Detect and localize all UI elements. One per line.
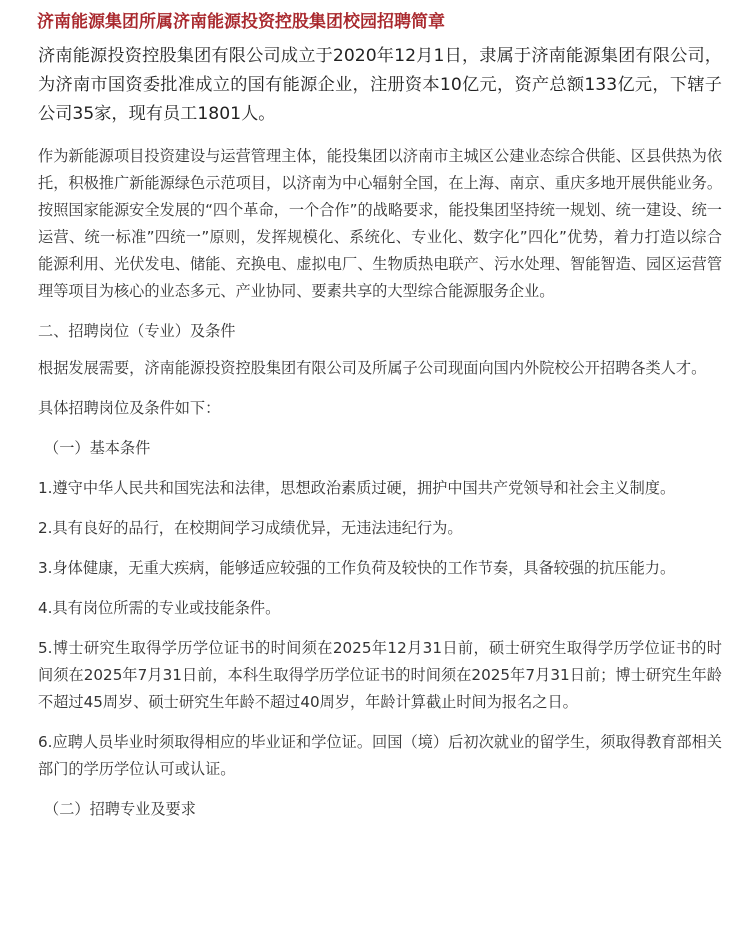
condition-item: 1.遵守中华人民共和国宪法和法律，思想政治素质过硬，拥护中国共产党领导和社会主义制度。	[38, 479, 676, 497]
condition-item: 5.博士研究生取得学历学位证书的时间须在2025年12月31日前，硕士研究生取得学历学位证书的时间须在2025年7月31日前，本科生取得学历学位证书的时间须在2025年7月31日前；博士研究生年龄不超过45周岁、硕士研究生年龄不超过40周岁，年龄计算截止时间为报名之日。	[38, 639, 722, 711]
section-heading-recruitment: 二、招聘岗位（专业）及条件	[38, 322, 236, 340]
condition-item: 4.具有岗位所需的专业或技能条件。	[38, 599, 281, 617]
company-overview-paragraph: 作为新能源项目投资建设与运营管理主体，能投集团以济南市主城区公建业态综合供能、区县供热为依托，积极推广新能源绿色示范项目，以济南为中心辐射全国，在上海、南京、重庆多地开展供能业务。按照国家能源安全发展的“四个革命，一个合作”的战略要求，能投集团坚持统一规划、统一建设、统一运营、统一标准”四统一”原则，发挥规模化、系统化、专业化、数字化”四化”优势，着力打造以综合能源利用、光伏发电、储能、充换电、虚拟电厂、生物质热电联产、污水处理、智能智造、园区运营管理等项目为核心的业态多元、产业协同、要素共享的大型综合能源服务企业。	[38, 147, 722, 300]
intro-paragraph: 济南能源投资控股集团有限公司成立于2020年12月1日，隶属于济南能源集团有限公司，为济南市国资委批准成立的国有能源企业，注册资本10亿元，资产总额133亿元，下辖子公司35家，现有员工1801人。	[38, 46, 722, 124]
subheading-majors-requirements: （二）招聘专业及要求	[44, 800, 196, 818]
condition-item: 2.具有良好的品行，在校期间学习成绩优异，无违法违纪行为。	[38, 519, 463, 537]
condition-item: 6.应聘人员毕业时须取得相应的毕业证和学位证。回国（境）后初次就业的留学生，须取得教育部相关部门的学历学位认可或认证。	[38, 733, 722, 778]
subheading-basic-conditions: （一）基本条件	[44, 439, 151, 457]
article-title: 济南能源集团所属济南能源投资控股集团校园招聘简章	[37, 12, 445, 32]
positions-lead-paragraph: 具体招聘岗位及条件如下：	[38, 399, 221, 417]
condition-item: 3.身体健康，无重大疾病，能够适应较强的工作负荷及较快的工作节奏，具备较强的抗压能力。	[38, 559, 676, 577]
recruitment-intro-paragraph: 根据发展需要，济南能源投资控股集团有限公司及所属子公司现面向国内外院校公开招聘各类人才。	[38, 359, 707, 377]
